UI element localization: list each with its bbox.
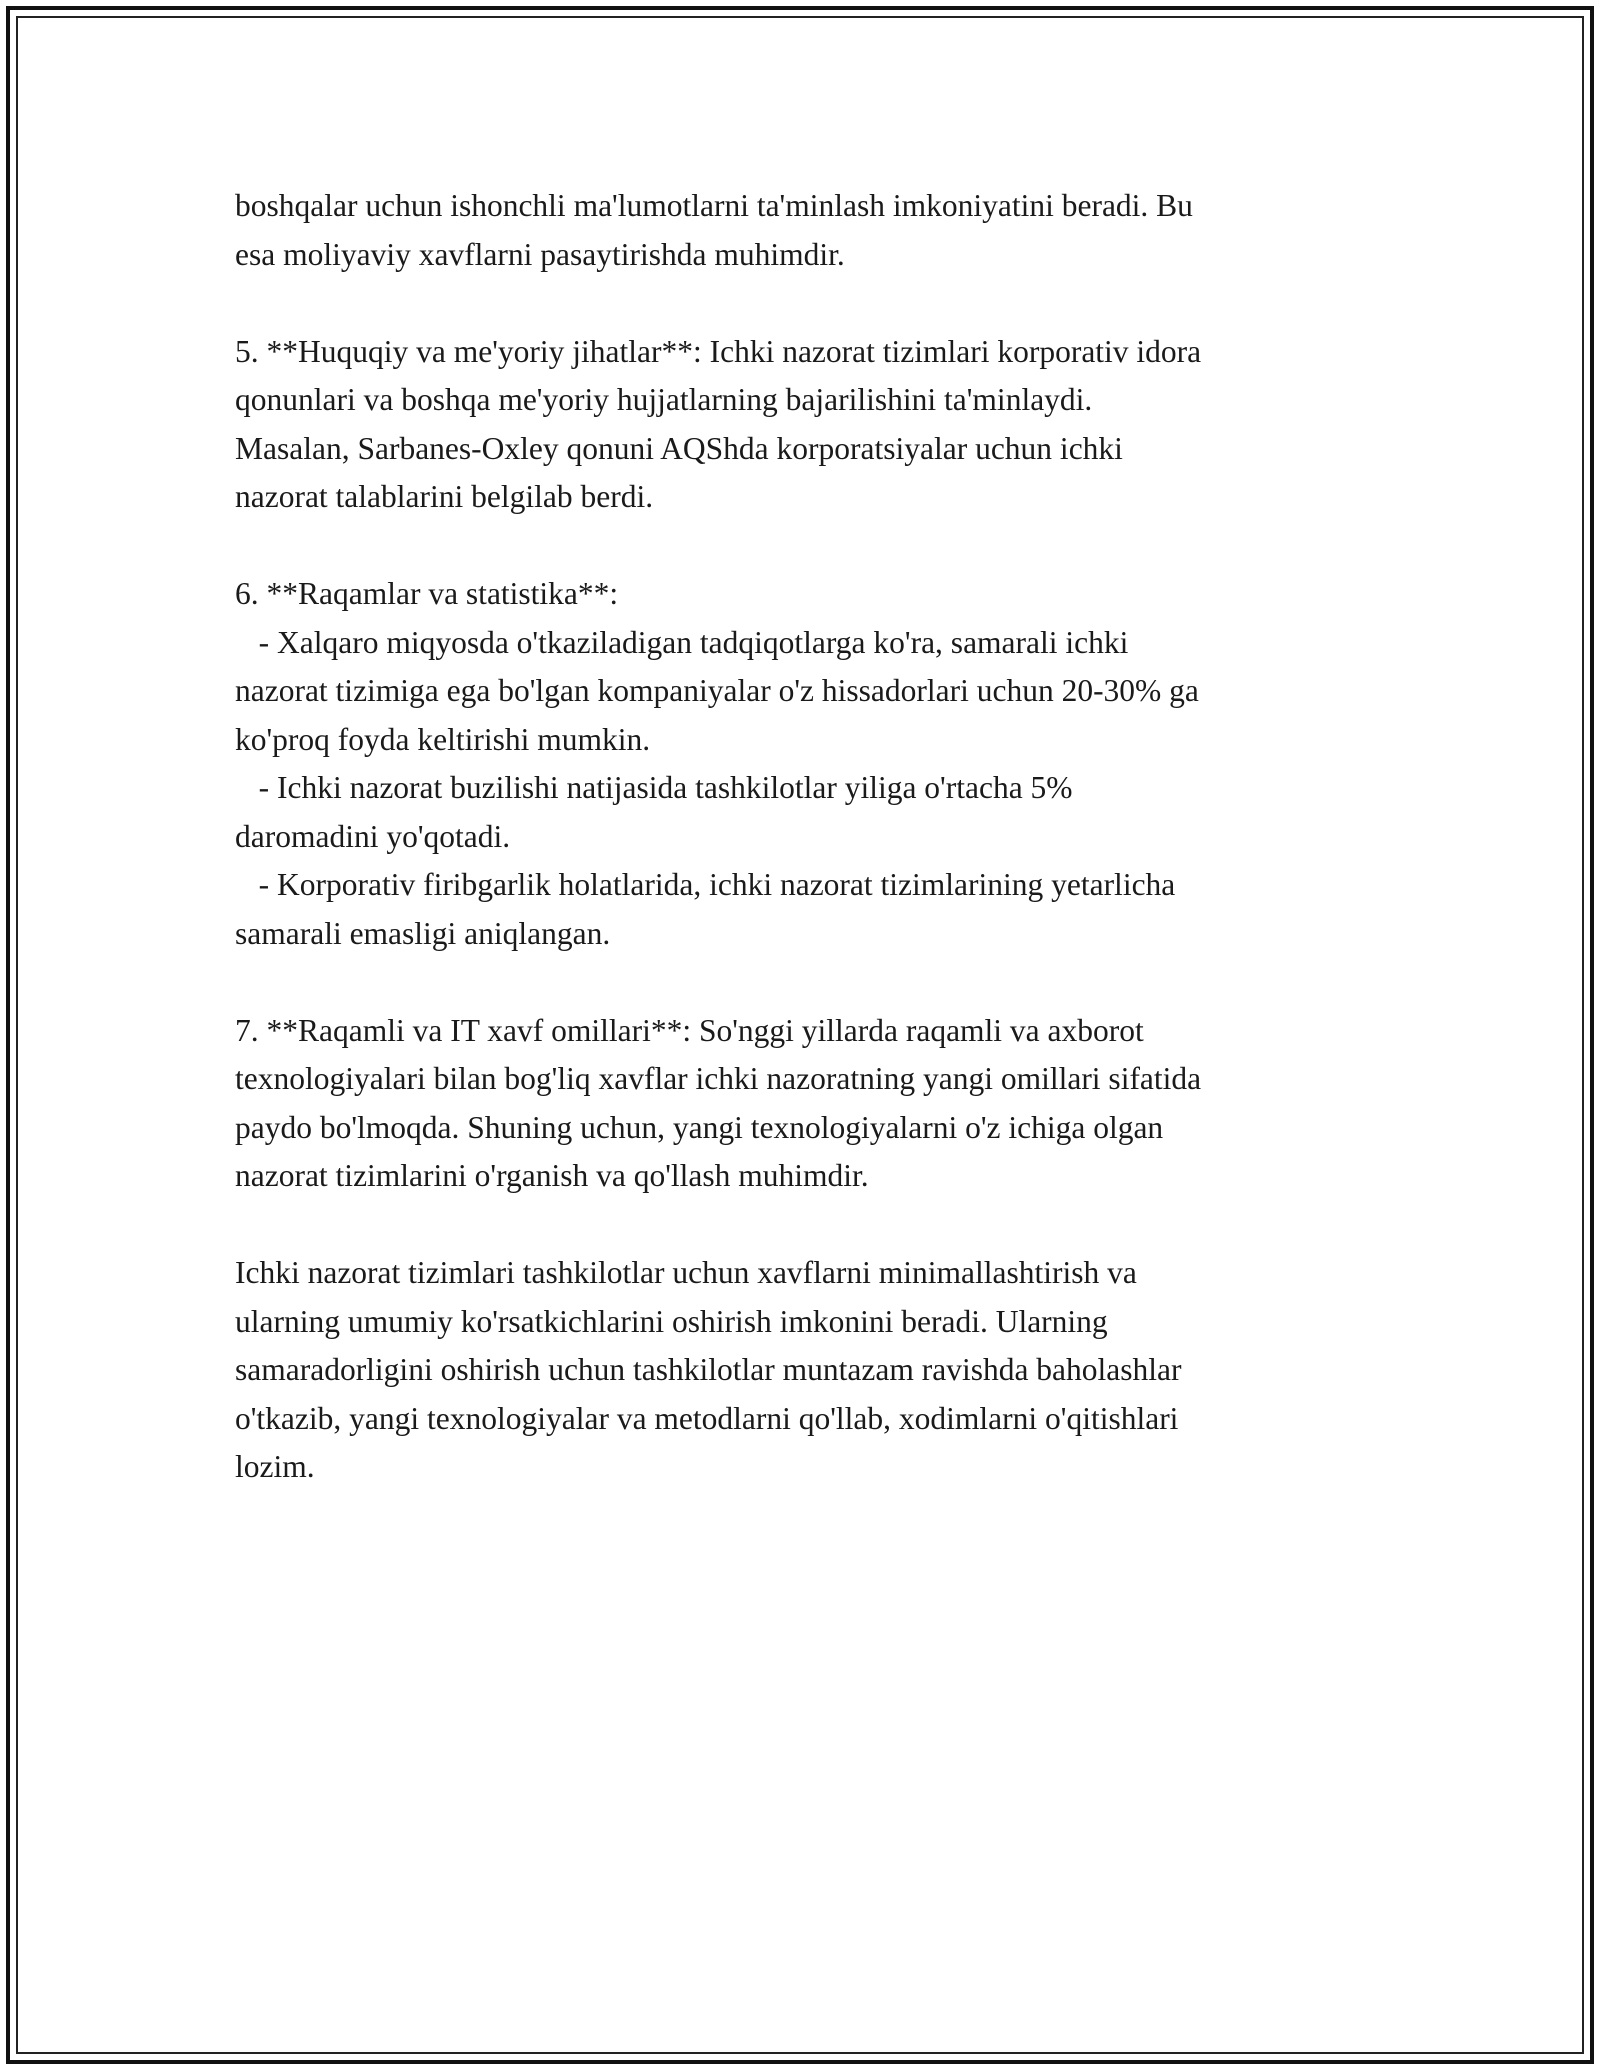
text-line: paydo bo'lmoqda. Shuning uchun, yangi texnologiyalarni o'z ichiga olgan <box>235 1109 1164 1145</box>
list-item-line: - Korporativ firibgarlik holatlarida, ichki nazorat tizimlarining yetarlicha <box>235 867 1176 902</box>
text-line: boshqalar uchun ishonchli ma'lumotlarni ta'minlash imkoniyatini beradi. Bu <box>235 188 1193 223</box>
text-line: nazorat tizimlarini o'rganish va qo'llash muhimdir. <box>235 1158 869 1193</box>
text-line: nazorat talablarini belgilab berdi. <box>235 479 654 514</box>
text-line: lozim. <box>235 1449 315 1484</box>
list-item-line: - Ichki nazorat buzilishi natijasida tashkilotlar yiliga o'rtacha 5% <box>235 770 1073 805</box>
paragraph-gap <box>235 279 1385 328</box>
paragraph-conclusion <box>235 1249 1385 1492</box>
section-5-legal-aspects <box>235 328 1385 522</box>
text-line: daromadini yo'qotadi. <box>235 818 511 854</box>
text-line: 6. **Raqamlar va statistika**: <box>235 576 619 611</box>
text-line: Ichki nazorat tizimlari tashkilotlar uchun xavflarni minimallashtirish va <box>235 1255 1137 1290</box>
text-line: o'tkazib, yangi texnologiyalar va metodlarni qo'llab, xodimlarni o'qitishlari <box>235 1400 1179 1436</box>
text-line: ko'proq foyda keltirishi mumkin. <box>235 721 651 757</box>
text-line: Masalan, Sarbanes-Oxley qonuni AQShda korporatsiyalar uchun ichki <box>235 430 1123 466</box>
text-line: samaradorligini oshirish uchun tashkilotlar muntazam ravishda baholashlar <box>235 1352 1182 1387</box>
text-line: qonunlari va boshqa me'yoriy hujjatlarning bajarilishini ta'minlaydi. <box>235 382 1093 417</box>
paragraph-intro <box>235 182 1385 279</box>
document-body <box>235 182 1385 1492</box>
text-line: samarali emasligi aniqlangan. <box>235 915 611 951</box>
section-7-it-risk-factors <box>235 1007 1385 1201</box>
paragraph-gap <box>235 958 1385 1007</box>
text-line: 7. **Raqamli va IT xavf omillari**: So'nggi yillarda raqamli va axborot <box>235 1012 1144 1048</box>
paragraph-gap <box>235 522 1385 571</box>
text-line: nazorat tizimiga ega bo'lgan kompaniyalar o'z hissadorlari uchun 20-30% ga <box>235 673 1199 708</box>
section-6-statistics <box>235 570 1385 958</box>
text-line: ularning umumiy ko'rsatkichlarini oshirish imkonini beradi. Ularning <box>235 1303 1108 1339</box>
paragraph-gap <box>235 1201 1385 1250</box>
text-line: 5. **Huquqiy va me'yoriy jihatlar**: Ichki nazorat tizimlari korporativ idora <box>235 333 1202 369</box>
text-line: texnologiyalari bilan bog'liq xavflar ichki nazoratning yangi omillari sifatida <box>235 1061 1202 1096</box>
text-line: esa moliyaviy xavflarni pasaytirishda muhimdir. <box>235 236 845 272</box>
list-item-line: - Xalqaro miqyosda o'tkaziladigan tadqiqotlarga ko'ra, samarali ichki <box>235 624 1129 660</box>
